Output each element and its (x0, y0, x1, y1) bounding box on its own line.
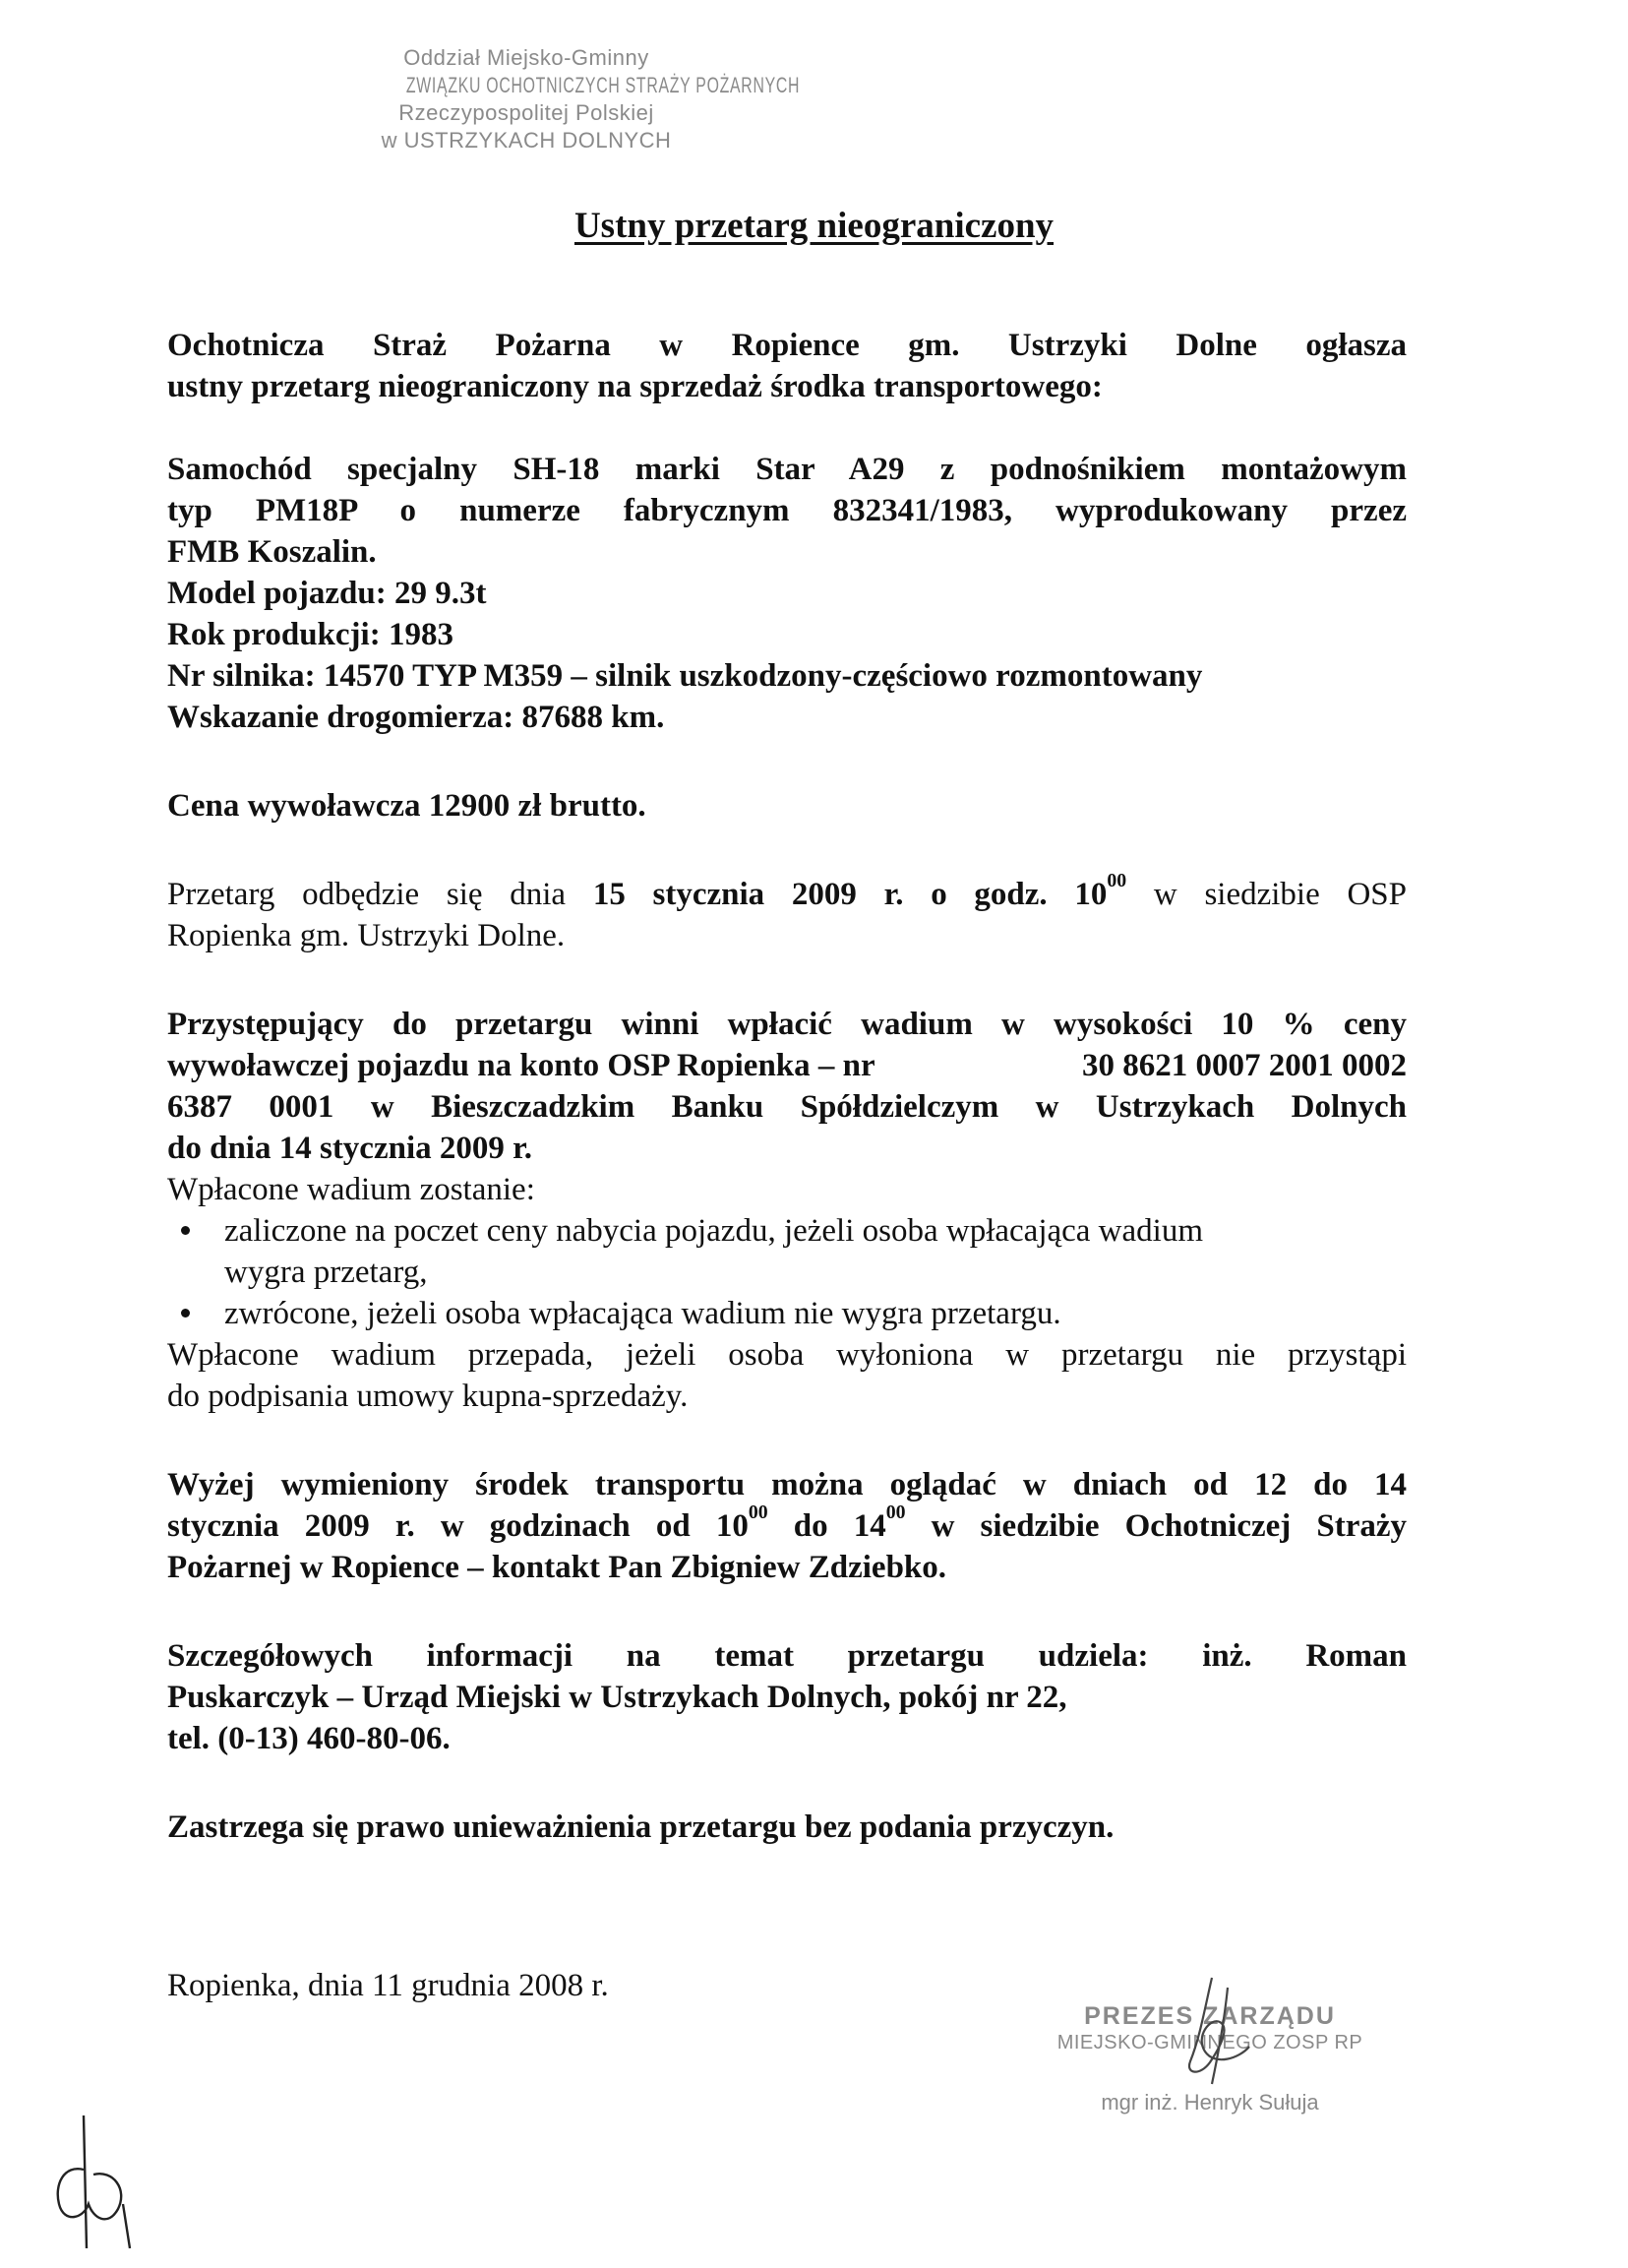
signature-stamp-org: MIEJSKO-GMINNEGO ZOSP RP (1056, 2032, 1363, 2053)
header-stamp (330, 44, 801, 154)
viewing-line-2: stycznia 2009 r. w godzinach od $10^{00}$ do $14^{00}$ w siedzibie Ochotniczej Straży (167, 1502, 1407, 1544)
intro-line-2: ustny przetarg nieograniczony na sprzedaż środka transportowego: (167, 369, 1103, 404)
info-line-2: Puskarczyk – Urząd Miejski w Ustrzykach Dolnych, pokój nr 22, (167, 1680, 1067, 1715)
deposit-line-4: do dnia 14 stycznia 2009 r. (167, 1131, 532, 1166)
vehicle-line-2: typ PM18P o numerze fabrycznym 832341/1983, wyprodukowany przez (167, 493, 1407, 528)
vehicle-odometer: Wskazanie drogomierza: 87688 km. (167, 700, 665, 735)
price: Cena wywoławcza 12900 zł brutto. (167, 788, 646, 824)
bank-account-number: 30 8621 0007 2001 0002 (1082, 1048, 1407, 1083)
vehicle-line-3: FMB Koszalin. (167, 534, 377, 570)
viewing-line-1: Wyżej wymieniony środek transportu można oglądać w dniach od 12 do 14 (167, 1467, 1407, 1502)
handwritten-initials (39, 2111, 157, 2258)
deposit-intro: Wpłacone wadium zostanie: (167, 1172, 535, 1207)
signature-stamp-title: PREZES ZARZĄDU (1084, 2002, 1336, 2030)
document-title: Ustny przetarg nieograniczony (573, 206, 1055, 246)
vehicle-model: Model pojazdu: 29 9.3t (167, 576, 487, 611)
list-item: zaliczone na poczet ceny nabycia pojazdu, jeżeli osoba wpłacająca wadium wygra przetarg, (167, 1210, 1407, 1293)
forfeit-line-2: do podpisania umowy kupna-sprzedaży. (167, 1379, 689, 1414)
deposit-line-2: wywoławczej pojazdu na konto OSP Ropienka – nr 30 8621 0007 2001 0002 (167, 1045, 1407, 1086)
intro-line-1: Ochotnicza Straż Pożarna w Ropience gm. Ustrzyki Dolne ogłasza (167, 328, 1407, 363)
stamp-line-4: w USTRZYKACH DOLNYCH (381, 128, 672, 153)
stamp-line-3: Rzeczypospolitej Polskiej (398, 100, 654, 125)
viewing-line-3: Pożarnej w Ropience – kontakt Pan Zbigniew Zdziebko. (167, 1550, 947, 1585)
vehicle-line-1: Samochód specjalny SH-18 marki Star A29 z podnośnikiem montażowym (167, 452, 1407, 487)
deposit-line-3: 6387 0001 w Bieszczadzkim Banku Spółdzielczym w Ustrzykach Dolnych (167, 1089, 1407, 1125)
vehicle-engine: Nr silnika: 14570 TYP M359 – silnik uszkodzony-częściowo rozmontowany (167, 658, 1203, 694)
deposit-line-1: Przystępujący do przetargu winni wpłacić wadium w wysokości 10 % ceny (167, 1007, 1407, 1042)
document-body (167, 325, 1407, 1848)
place-and-date: Ropienka, dnia 11 grudnia 2008 r. (167, 1968, 609, 2003)
handwritten-signature (1151, 1968, 1279, 2096)
list-item: zwrócone, jeżeli osoba wpłacająca wadium nie wygra przetargu. (167, 1293, 1407, 1334)
vehicle-year: Rok produkcji: 1983 (167, 617, 453, 652)
auction-line-1: Przetarg odbędzie się dnia 15 stycznia 2009 r. o godz. $10^{00}$ w siedzibie OSP (167, 870, 1407, 912)
reservation: Zastrzega się prawo unieważnienia przetargu bez podania przyczyn. (167, 1809, 1115, 1845)
stamp-line-1: Oddział Miejsko-Gminny (403, 45, 649, 70)
auction-line-2: Ropienka gm. Ustrzyki Dolne. (167, 918, 566, 953)
stamp-line-2: ZWIĄZKU OCHOTNICZYCH STRAŻY POŻARNYCH (405, 73, 801, 97)
deposit-bullets (167, 1210, 1407, 1334)
info-line-3: tel. (0-13) 460-80-06. (167, 1721, 451, 1756)
signature-stamp-name: mgr inż. Henryk Sułuja (1101, 2090, 1319, 2115)
forfeit-line-1: Wpłacone wadium przepada, jeżeli osoba wyłoniona w przetargu nie przystąpi (167, 1337, 1407, 1373)
info-line-1: Szczegółowych informacji na temat przetargu udziela: inż. Roman (167, 1638, 1407, 1674)
